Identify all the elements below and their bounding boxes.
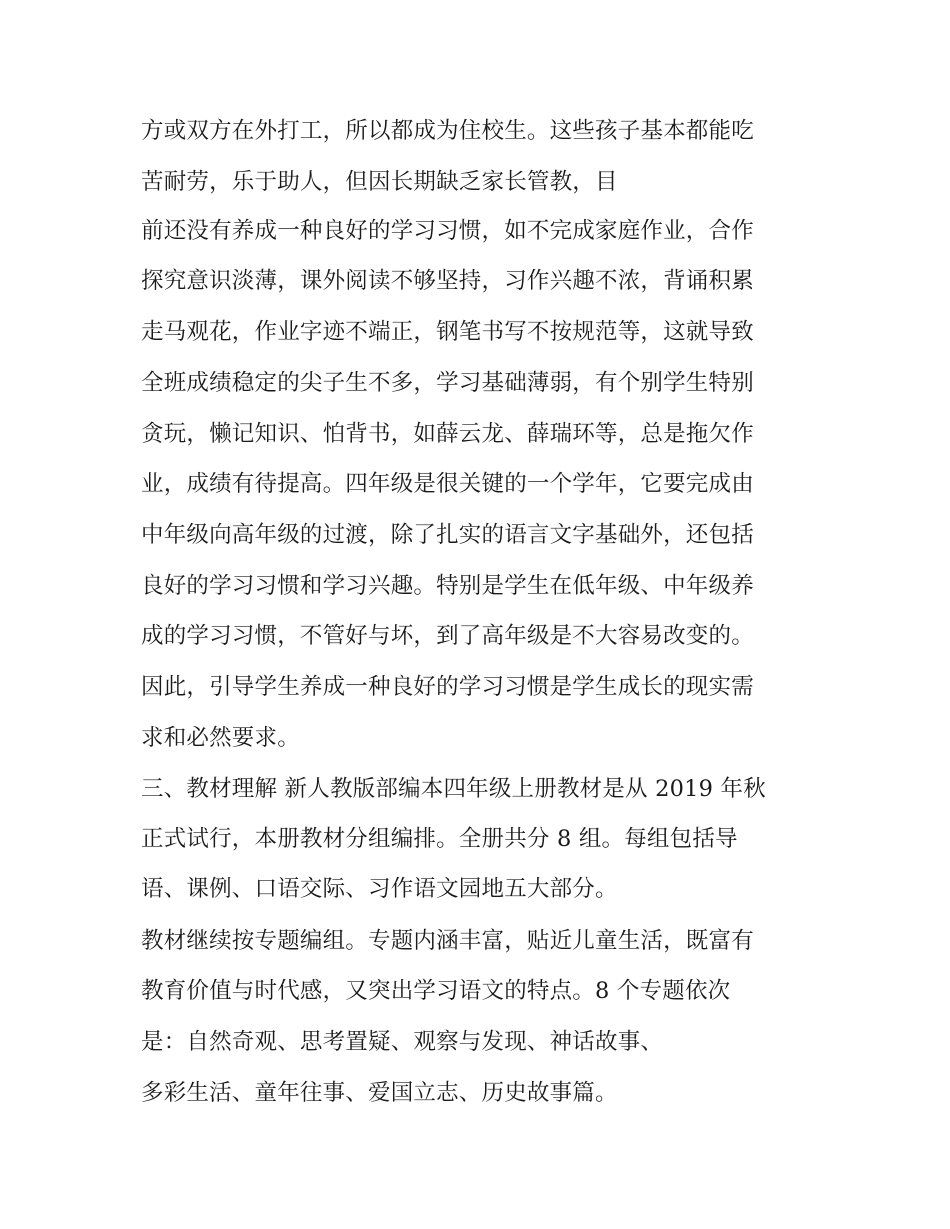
- text-line: 是：自然奇观、思考置疑、观察与发现、神话故事、: [141, 1029, 664, 1055]
- text-line: 语、课例、口语交际、习作语文园地五大部分。: [141, 876, 618, 902]
- text-line: 求和必然要求。: [141, 725, 300, 751]
- text-line: 贪玩，懒记知识、怕背书，如薛云龙、薛瑞环等，总是拖欠作: [141, 421, 754, 447]
- text-line: 苦耐劳，乐于助人，但因长期缺乏家长管教，目: [141, 169, 618, 195]
- text-line: 成的学习习惯，不管好与坏，到了高年级是不大容易改变的。: [141, 623, 754, 649]
- text-line: 走马观花，作业字迹不端正，钢笔书写不按规范等，这就导致: [141, 319, 754, 345]
- text-line: 教育价值与时代感，又突出学习语文的特点。8 个专题依次: [141, 978, 731, 1004]
- text-line: 正式试行，本册教材分组编排。全册共分 8 组。每组包括导: [141, 826, 738, 852]
- text-line: 全班成绩稳定的尖子生不多，学习基础薄弱，有个别学生特别: [141, 370, 754, 396]
- text-line: 多彩生活、童年往事、爱国立志、历史故事篇。: [141, 1080, 618, 1106]
- text-line: 中年级向高年级的过渡，除了扎实的语言文字基础外，还包括: [141, 522, 754, 548]
- text-line: 业，成绩有待提高。四年级是很关键的一个学年，它要完成由: [141, 471, 754, 497]
- text-line: 探究意识淡薄，课外阅读不够坚持，习作兴趣不浓，背诵积累: [141, 268, 754, 294]
- text-line: 因此，引导学生养成一种良好的学习习惯是学生成长的现实需: [141, 674, 754, 700]
- section-heading-line: 三、教材理解 新人教版部编本四年级上册教材是从 2019 年秋: [141, 776, 766, 802]
- text-line: 方或双方在外打工，所以都成为住校生。这些孩子基本都能吃: [141, 118, 754, 144]
- text-line: 前还没有养成一种良好的学习习惯，如不完成家庭作业，合作: [141, 218, 754, 244]
- text-line: 良好的学习习惯和学习兴趣。特别是学生在低年级、中年级养: [141, 573, 754, 599]
- text-line: 教材继续按专题编组。专题内涵丰富，贴近儿童生活，既富有: [141, 928, 754, 954]
